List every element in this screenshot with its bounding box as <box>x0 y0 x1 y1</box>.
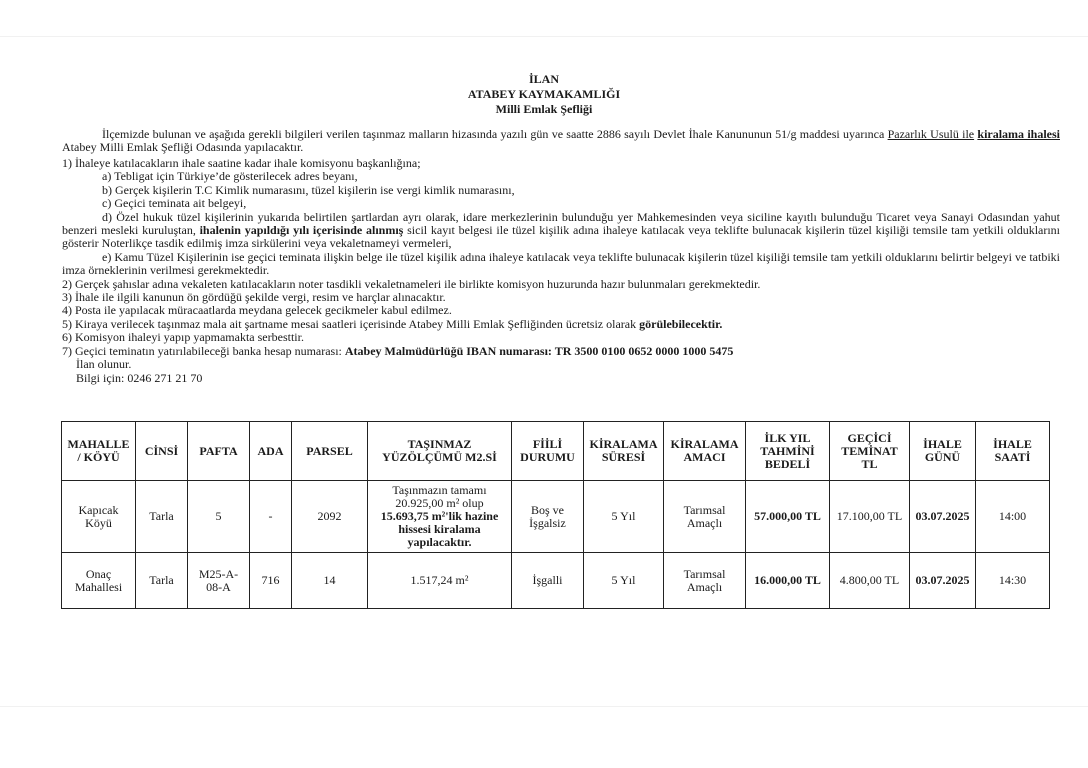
item-1a: a) Tebligat için Türkiye’de gösterilecek adres beyanı, <box>102 169 358 184</box>
cell-pafta: M25-A-08-A <box>188 553 250 609</box>
col-header: İLK YIL TAHMİNİ BEDELİ <box>746 422 830 481</box>
authority-name: ATABEY KAYMAKAMLIĞI <box>467 87 621 101</box>
item-5-text: 5) Kiraya verilecek taşınmaz mala ait şartname mesai saatleri içerisinde Atabey Milli Emlak Şefliğinden ücretsiz olarak <box>62 316 640 331</box>
cell-teminat: 4.800,00 TL <box>830 553 910 609</box>
yuzolcum-bold: 15.693,75 m²'lik hazine hissesi kiralama yapılacaktır. <box>380 509 499 549</box>
intro-text: İlçemizde bulunan ve aşağıda gerekli bilgileri verilen taşınmaz malların hizasında yazılı gün ve saatte 2886 sayılı Devlet İhale Kanununun 51/g maddesi uyarınca <box>102 127 888 141</box>
cell-yuzolcum <box>368 481 512 553</box>
cell-durum: Boş ve İşgalsiz <box>512 481 584 553</box>
col-header: KİRALAMA SÜRESİ <box>584 422 664 481</box>
item-1: 1) İhaleye katılacakların ihale saatine kadar ihale komisyonu başkanlığına; <box>62 156 421 170</box>
notice-closing: İlan olunur. <box>76 357 132 372</box>
department-name: Milli Emlak Şefliği <box>495 102 593 116</box>
cell-sure: 5 Yıl <box>584 481 664 553</box>
cell-cinsi: Tarla <box>136 553 188 609</box>
cell-saat: 14:00 <box>976 481 1050 553</box>
item-7 <box>62 345 1060 358</box>
item-6: 6) Komisyon ihaleyi yapıp yapmamakta serbesttir. <box>62 330 304 345</box>
col-header: PAFTA <box>188 422 250 481</box>
col-header: PARSEL <box>292 422 368 481</box>
item-5-bold: görülebilecektir. <box>639 316 723 331</box>
item-1d <box>62 211 1060 251</box>
col-header: İHALE GÜNÜ <box>910 422 976 481</box>
cell-bedel: 16.000,00 TL <box>746 553 830 609</box>
yuzolcum-text: Taşınmazın tamamı 20.925,00 m² olup <box>392 483 487 510</box>
table-header-row <box>62 422 1050 481</box>
cell-amac: Tarımsal Amaçlı <box>664 481 746 553</box>
scan-artifact-line <box>0 706 1088 707</box>
table-row <box>62 481 1050 553</box>
col-header: KİRALAMA AMACI <box>664 422 746 481</box>
item-5 <box>62 318 1060 331</box>
col-header: İHALE SAATİ <box>976 422 1050 481</box>
cell-sure: 5 Yıl <box>584 553 664 609</box>
intro-paragraph <box>62 128 1060 155</box>
col-header: FİİLİ DURUMU <box>512 422 584 481</box>
cell-mahalle: Onaç Mahallesi <box>62 553 136 609</box>
col-header: TAŞINMAZ YÜZÖLÇÜMÜ M2.Sİ <box>368 422 512 481</box>
item-7-text: 7) Geçici teminatın yatırılabileceği banka hesap numarası: <box>62 343 345 358</box>
item-1d-bold: ihalenin yapıldığı yılı içerisinde alınmış <box>199 223 404 238</box>
intro-method: Pazarlık Usulü ile <box>887 127 975 141</box>
cell-cinsi: Tarla <box>136 481 188 553</box>
cell-parsel: 14 <box>292 553 368 609</box>
info-phone: Bilgi için: 0246 271 21 70 <box>76 370 203 385</box>
item-1e: e) Kamu Tüzel Kişilerinin ise geçici teminata ilişkin belge ile tüzel kişilik adına ihaleye katılacak veya teklifte bulunacak kişilerin tüzel kişiliği temsile tam yetkili olduklarını belirtir belgeyi ve tatbiki imza örneklerinin verilmesi gerekmektedir. <box>62 249 1060 278</box>
table-row <box>62 553 1050 609</box>
cell-pafta: 5 <box>188 481 250 553</box>
cell-saat: 14:30 <box>976 553 1050 609</box>
cell-gun: 03.07.2025 <box>910 553 976 609</box>
col-header: CİNSİ <box>136 422 188 481</box>
item-1d-text: d) Özel hukuk tüzel kişilerinin yukarıda belirtilen şartlardan ayrı olarak, idare merkezlerinin bulunduğu yer Mahkemesinden veya siciline kayıtlı bulunduğu Ticaret veya Sanayi Odasından yahut benzeri mesleki kuruluştan, <box>62 209 1060 238</box>
notice-title: İLAN <box>528 72 559 86</box>
col-header: ADA <box>250 422 292 481</box>
cell-ada: 716 <box>250 553 292 609</box>
cell-parsel: 2092 <box>292 481 368 553</box>
col-header: GEÇİCİ TEMİNAT TL <box>830 422 910 481</box>
intro-place: Atabey Milli Emlak Şefliği Odasında yapılacaktır. <box>62 140 304 155</box>
cell-ada: - <box>250 481 292 553</box>
iban-number: Atabey Malmüdürlüğü IBAN numarası: TR 3500 0100 0652 0000 1000 5475 <box>344 343 734 358</box>
cell-mahalle: Kapıcak Köyü <box>62 481 136 553</box>
cell-gun: 03.07.2025 <box>910 481 976 553</box>
intro-type: kiralama ihalesi <box>977 127 1060 141</box>
cell-amac: Tarımsal Amaçlı <box>664 553 746 609</box>
item-4: 4) Posta ile yapılacak müracaatlarda meydana gelecek gecikmeler kabul edilmez. <box>62 303 452 318</box>
cell-durum: İşgalli <box>512 553 584 609</box>
conditions-list <box>62 157 1060 385</box>
cell-yuzolcum: 1.517,24 m² <box>368 553 512 609</box>
col-header: MAHALLE / KÖYÜ <box>62 422 136 481</box>
cell-teminat: 17.100,00 TL <box>830 481 910 553</box>
item-1d-text-2: sicil kayıt belgesi ile tüzel kişilik adına ihaleye katılacak veya teklifte bulunacak kişilerin tüzel kişiliği temsile tam yetkili olduklarını gösterir Noterlikçe tasdik edilmiş imza sirkülerini veya vekaletnameyi vermeleri, <box>62 223 1061 251</box>
scan-artifact-line <box>0 36 1088 37</box>
property-table <box>61 421 1050 609</box>
cell-bedel: 57.000,00 TL <box>746 481 830 553</box>
item-3: 3) İhale ile ilgili kanunun ön gördüğü şekilde vergi, resim ve harçlar alınacaktır. <box>62 290 446 305</box>
item-2: 2) Gerçek şahıslar adına vekaleten katılacakların noter tasdikli vekaletnameleri ile birlikte komisyon huzurunda hazır bulunmaları gerekmektedir. <box>62 276 761 291</box>
item-1b: b) Gerçek kişilerin T.C Kimlik numarasını, tüzel kişilerin ise vergi kimlik numarasını, <box>102 182 515 197</box>
item-1c: c) Geçici teminata ait belgeyi, <box>102 196 247 211</box>
